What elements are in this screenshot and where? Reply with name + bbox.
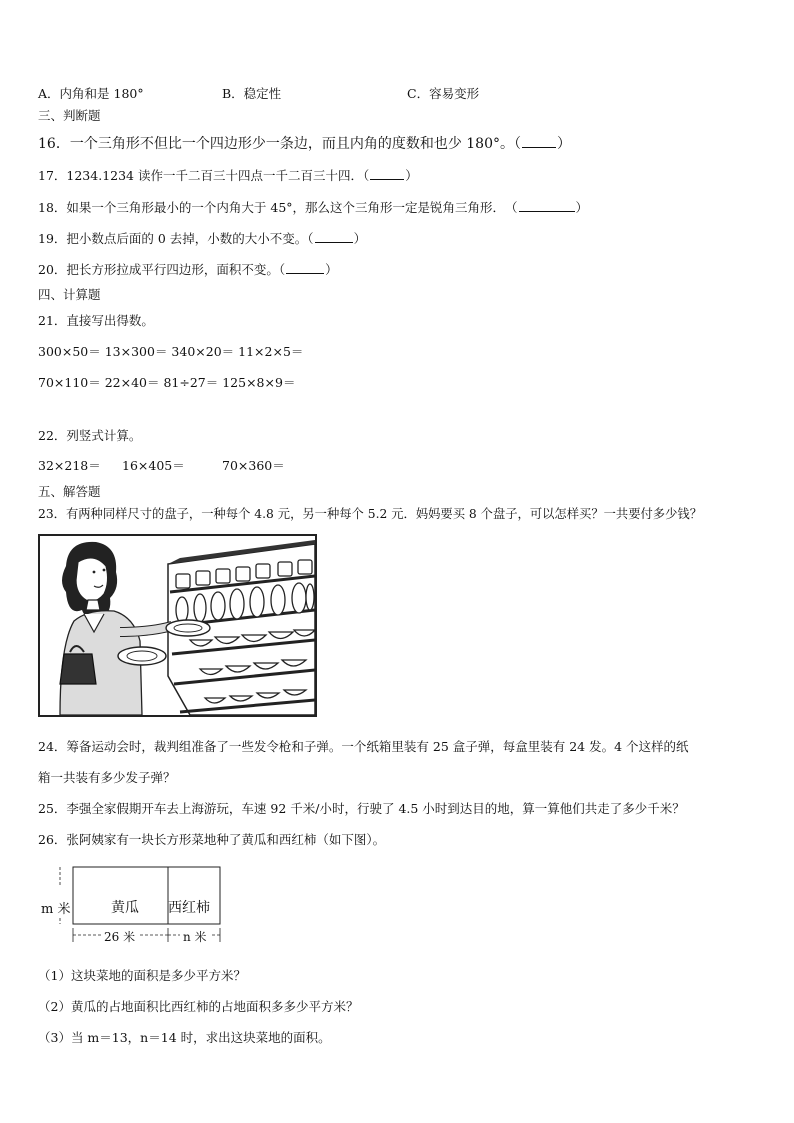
question-19 (38, 231, 366, 246)
tomato-label: 西红柿 (168, 900, 210, 916)
question-18 (38, 200, 588, 215)
paren-close: ） (325, 262, 338, 277)
garden-diagram (40, 862, 240, 957)
question-21-row-2: 70×110＝ 22×40＝ 81÷27＝ 125×8×9＝ (38, 375, 296, 390)
q22-item-3: 70×360＝ (222, 458, 285, 473)
question-17 (38, 168, 418, 183)
question-21-row-1: 300×50＝ 13×300＝ 340×20＝ 11×2×5＝ (38, 344, 304, 359)
question-23: 23．有两种同样尺寸的盘子，一种每个 4.8 元，另一种每个 5.2 元．妈妈要买 8 个盘子，可以怎样买？一共要付多少钱？ (38, 507, 702, 521)
question-16-text: 16．一个三角形不但比一个四边形少一条边，而且内角的度数和也少 180°。（ (38, 136, 521, 152)
question-20-text: 20．把长方形拉成平行四边形，面积不变。（ (38, 262, 286, 277)
question-26-part-2: （2）黄瓜的占地面积比西红柿的占地面积多多少平方米？ (38, 999, 359, 1014)
section-judge: 三、判断题 (38, 108, 101, 123)
answer-blank[interactable] (286, 262, 324, 274)
paren-close: ） (405, 168, 418, 183)
answer-blank[interactable] (522, 136, 556, 148)
option-a: A．内角和是 180° (38, 86, 144, 101)
question-26-part-1: （1）这块菜地的面积是多少平方米？ (38, 968, 246, 983)
question-20 (38, 262, 338, 277)
paren-close: ） (353, 231, 367, 246)
question-24-line-2: 箱一共装有多少发子弹？ (38, 770, 176, 785)
option-b: B．稳定性 (222, 86, 282, 101)
option-c: C．容易变形 (407, 86, 480, 101)
question-25: 25．李强全家假期开车去上海游玩，车速 92 千米/小时，行驶了 4.5 小时到达目的地，算一算他们共走了多少千米？ (38, 801, 685, 816)
question-26-part-3: （3）当 m＝13，n＝14 时，求出这块菜地的面积。 (38, 1030, 331, 1045)
tomato-width-label: n 米 (183, 930, 207, 944)
cucumber-label: 黄瓜 (111, 900, 139, 916)
section-calc: 四、计算题 (38, 287, 101, 302)
q22-item-2: 16×405＝ (122, 458, 185, 473)
question-21: 21．直接写出得数。 (38, 313, 154, 328)
question-16 (38, 136, 571, 151)
question-22: 22．列竖式计算。 (38, 428, 142, 443)
answer-blank[interactable] (519, 200, 575, 212)
question-26: 26．张阿姨家有一块长方形菜地种了黄瓜和西红柿（如下图）。 (38, 832, 386, 847)
q22-item-1: 32×218＝ (38, 458, 101, 473)
paren-close: ） (557, 136, 571, 152)
woman-with-plates-image (40, 536, 315, 715)
cucumber-width-label: 26 米 (104, 930, 136, 944)
side-length-label: m 米 (41, 898, 70, 917)
answer-blank[interactable] (370, 168, 404, 180)
plate-shop-illustration (38, 534, 317, 717)
question-17-text: 17．1234.1234 读作一千二百三十四点一千二百三十四．（ (38, 168, 370, 183)
question-19-text: 19．把小数点后面的 0 去掉，小数的大小不变。（ (38, 231, 314, 246)
paren-close: ） (575, 200, 589, 215)
question-24-line-1: 24．筹备运动会时，裁判组准备了一些发令枪和子弹。一个纸箱里装有 25 盒子弹，每盒里装有 24 发。4 个这样的纸 (38, 739, 689, 754)
section-solve: 五、解答题 (38, 484, 101, 499)
answer-blank[interactable] (315, 231, 353, 243)
question-18-text: 18．如果一个三角形最小的一个内角大于 45°，那么这个三角形一定是锐角三角形． （ (38, 200, 518, 215)
